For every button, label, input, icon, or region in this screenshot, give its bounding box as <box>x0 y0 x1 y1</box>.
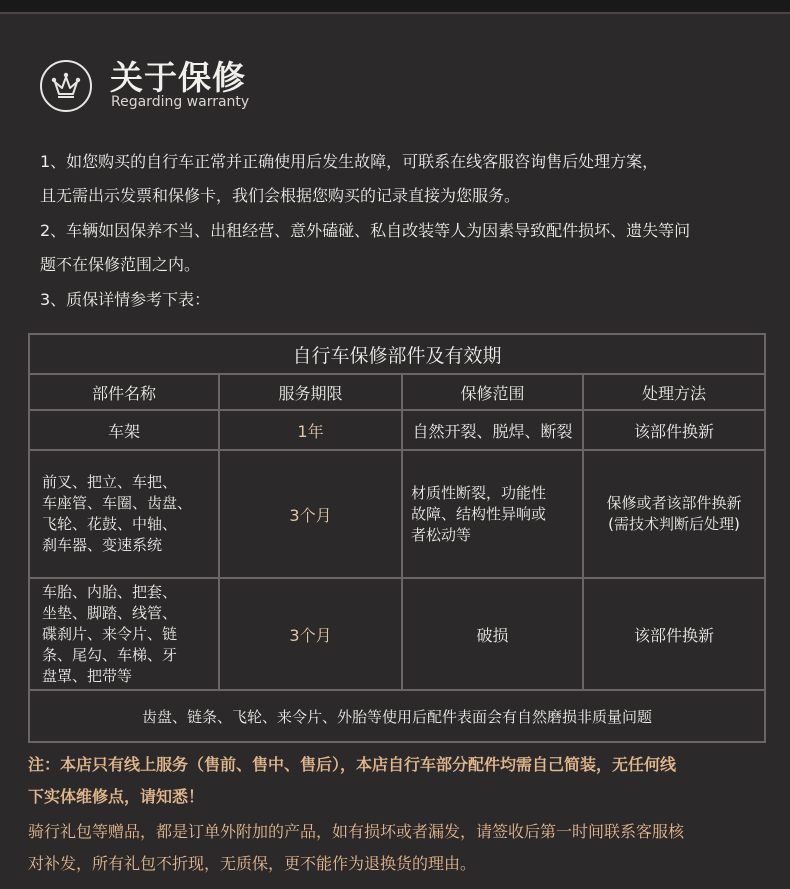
paragraph-1-line-1: 1、如您购买的自行车正常并正确使用后发生故障，可联系在线客服咨询售后处理方案， <box>40 152 659 171</box>
cell-parts: 前叉、把立、车把、 车座管、车圈、齿盘、 飞轮、花鼓、中轴、 刹车器、变速系统 <box>29 450 219 578</box>
table-footer-note: 齿盘、链条、飞轮、来令片、外胎等使用后配件表面会有自然磨损非质量问题 <box>29 690 765 742</box>
cell-scope: 材质性断裂，功能性 故障、结构性异响或 者松动等 <box>402 450 583 578</box>
paragraph-1-line-2: 且无需出示发票和保修卡，我们会根据您购买的记录直接为您服务。 <box>40 186 521 205</box>
gift-notice-line-1: 骑行礼包等赠品，都是订单外附加的产品，如有损坏或者漏发，请签收后第一时间联系客服核 <box>28 822 685 841</box>
cell-period: 3个月 <box>219 450 402 578</box>
paragraph-2-line-2: 题不在保修范围之内。 <box>40 255 201 274</box>
column-header-scope: 保修范围 <box>402 374 583 410</box>
cell-parts: 车胎、内胎、把套、 坐垫、脚踏、线管、 碟刹片、来令片、链 条、尾勾、车梯、牙 盘罩、把带等 <box>29 578 219 690</box>
column-header-method: 处理方法 <box>583 374 765 410</box>
crown-icon <box>40 60 92 112</box>
column-header-parts: 部件名称 <box>29 374 219 410</box>
cell-method: 保修或者该部件换新 (需技术判断后处理) <box>583 450 765 578</box>
notice-line-1: 注：本店只有线上服务（售前、售中、售后），本店自行车部分配件均需自己简装，无任何线 <box>28 755 677 774</box>
cell-period: 1年 <box>219 410 402 450</box>
cell-scope: 破损 <box>402 578 583 690</box>
table-header-row <box>29 374 765 410</box>
paragraph-2 <box>40 214 690 282</box>
table-row <box>29 410 765 450</box>
paragraph-2-line-1: 2、车辆如因保养不当、出租经营、意外磕碰、私自改装等人为因素导致配件损坏、遗失等问 <box>40 221 691 240</box>
table-row <box>29 450 765 578</box>
cell-method: 该部件换新 <box>583 578 765 690</box>
paragraph-1 <box>40 145 658 213</box>
column-header-period: 服务期限 <box>219 374 402 410</box>
notice-line-2: 下实体维修点，请知悉！ <box>28 787 205 806</box>
cell-scope: 自然开裂、脱焊、断裂 <box>402 410 583 450</box>
table-footer-row <box>29 690 765 742</box>
cell-method: 该部件换新 <box>583 410 765 450</box>
notice-gift-pack <box>28 816 684 880</box>
page-title: 关于保修 <box>110 58 246 97</box>
page-subtitle: Regarding warranty <box>111 94 250 110</box>
top-border-bar <box>0 0 790 14</box>
cell-period: 3个月 <box>219 578 402 690</box>
warranty-table <box>28 333 766 743</box>
table-title: 自行车保修部件及有效期 <box>29 334 765 374</box>
table-row <box>29 578 765 690</box>
notice-online-service <box>28 749 676 813</box>
cell-parts: 车架 <box>29 410 219 450</box>
gift-notice-line-2: 对补发，所有礼包不折现，无质保，更不能作为退换货的理由。 <box>28 854 477 873</box>
paragraph-3: 3、质保详情参考下表： <box>40 290 211 309</box>
